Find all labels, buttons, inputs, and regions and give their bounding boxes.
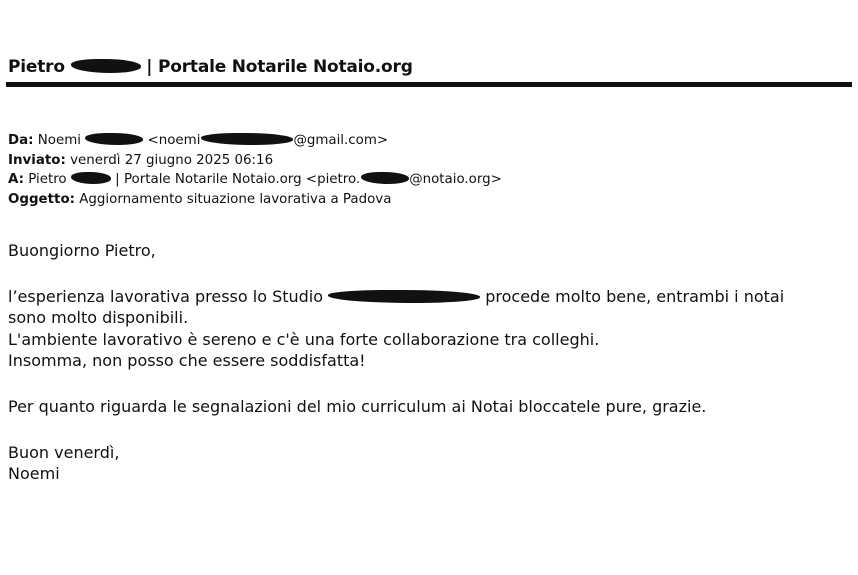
to-organization: | Portale Notarile Notaio.org — [115, 172, 302, 188]
to-label: A: — [8, 172, 24, 188]
closing-line: Buon venerdì, — [8, 442, 120, 462]
redaction-mark — [85, 133, 143, 145]
from-label: Da: — [8, 133, 34, 148]
sent-value: venerdì 27 giugno 2025 06:16 — [70, 152, 274, 168]
redaction-mark — [361, 172, 409, 184]
signature: Noemi — [8, 464, 60, 484]
header-sender-first-name: Pietro — [8, 57, 65, 77]
body-line-4: Insomma, non posso che essere soddisfatta! — [8, 351, 366, 371]
header-divider — [6, 82, 852, 87]
body-line-1-start: l’esperienza lavorativa presso lo Studio — [8, 286, 324, 306]
from-email-suffix: @gmail.com> — [293, 133, 389, 148]
redaction-mark — [201, 133, 293, 145]
header-organization: | Portale Notarile Notaio.org — [146, 57, 413, 77]
body-line-1 — [8, 286, 784, 308]
body-line-1-end: procede molto bene, entrambi i notai — [485, 286, 785, 306]
to-email-prefix: <pietro. — [305, 172, 361, 188]
redaction-mark — [71, 172, 111, 184]
from-name: Noemi — [37, 133, 81, 148]
subject-line — [8, 190, 502, 210]
to-line — [8, 170, 502, 190]
to-email-suffix: @notaio.org> — [409, 172, 502, 188]
email-metadata — [8, 131, 502, 210]
from-email-prefix: <noemi — [147, 133, 201, 148]
body-line-3: L'ambiente lavorativo è sereno e c'è una forte collaborazione tra colleghi. — [8, 329, 600, 349]
email-body — [8, 240, 784, 485]
from-line — [8, 131, 502, 151]
redaction-mark — [328, 290, 480, 303]
to-name: Pietro — [28, 172, 67, 188]
body-line-5: Per quanto riguarda le segnalazioni del mio curriculum ai Notai bloccatele pure, grazie. — [8, 396, 707, 416]
greeting: Buongiorno Pietro, — [8, 241, 156, 260]
sent-label: Inviato: — [8, 152, 66, 168]
subject-label: Oggetto: — [8, 192, 75, 208]
sent-line — [8, 151, 502, 171]
email-header-title — [8, 57, 413, 77]
subject-value: Aggiornamento situazione lavorativa a Padova — [79, 192, 392, 208]
redaction-mark — [71, 59, 141, 73]
body-line-2: sono molto disponibili. — [8, 308, 189, 328]
